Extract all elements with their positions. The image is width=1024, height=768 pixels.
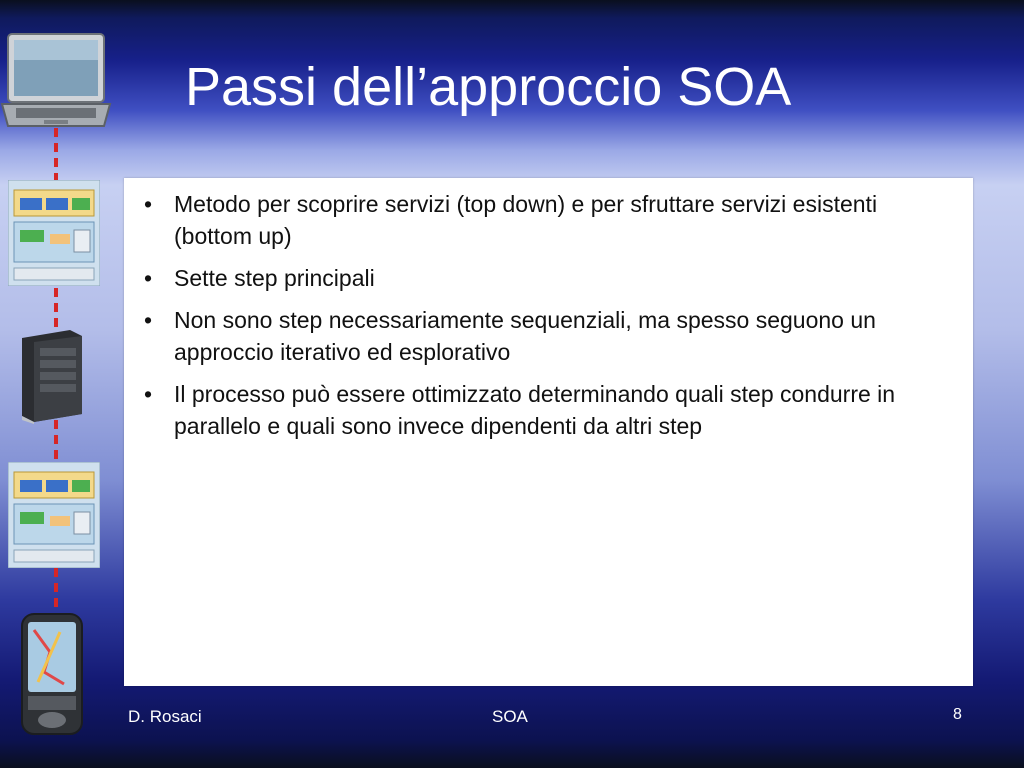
bullet-text: Metodo per scoprire servizi (top down) e per sfruttare servizi esistenti (bottom up) xyxy=(174,191,878,249)
bullet-icon: • xyxy=(144,265,153,291)
footer-topic: SOA xyxy=(492,707,528,726)
architecture-diagram-icon xyxy=(8,462,100,568)
connector-line xyxy=(54,420,58,464)
bullet-item xyxy=(144,304,954,368)
footer-author: D. Rosaci xyxy=(128,707,202,726)
slide-number: 8 xyxy=(953,706,962,723)
laptop-icon xyxy=(0,30,112,130)
slide-title: Passi dell’approccio SOA xyxy=(185,57,792,117)
bullet-list xyxy=(144,188,954,452)
bullet-item xyxy=(144,262,954,294)
bullet-icon: • xyxy=(144,191,153,217)
bullet-text: Sette step principali xyxy=(174,265,375,291)
connector-line xyxy=(54,128,58,180)
architecture-diagram-icon xyxy=(8,180,100,286)
connector-line xyxy=(54,568,58,616)
connector-line xyxy=(54,288,58,328)
bullet-item xyxy=(144,188,954,252)
content-panel xyxy=(124,178,973,686)
mobile-phone-icon xyxy=(20,612,84,738)
bullet-text: Non sono step necessariamente sequenziali, ma spesso seguono un approccio iterativo ed esplorativo xyxy=(174,307,876,365)
bullet-text: Il processo può essere ottimizzato determinando quali step condurre in parallelo e quali sono invece dipendenti da altri step xyxy=(174,381,896,439)
bullet-icon: • xyxy=(144,381,153,407)
bullet-item xyxy=(144,378,954,442)
bullet-icon: • xyxy=(144,307,153,333)
decorative-rail xyxy=(0,0,115,768)
server-tower-icon xyxy=(14,328,86,424)
